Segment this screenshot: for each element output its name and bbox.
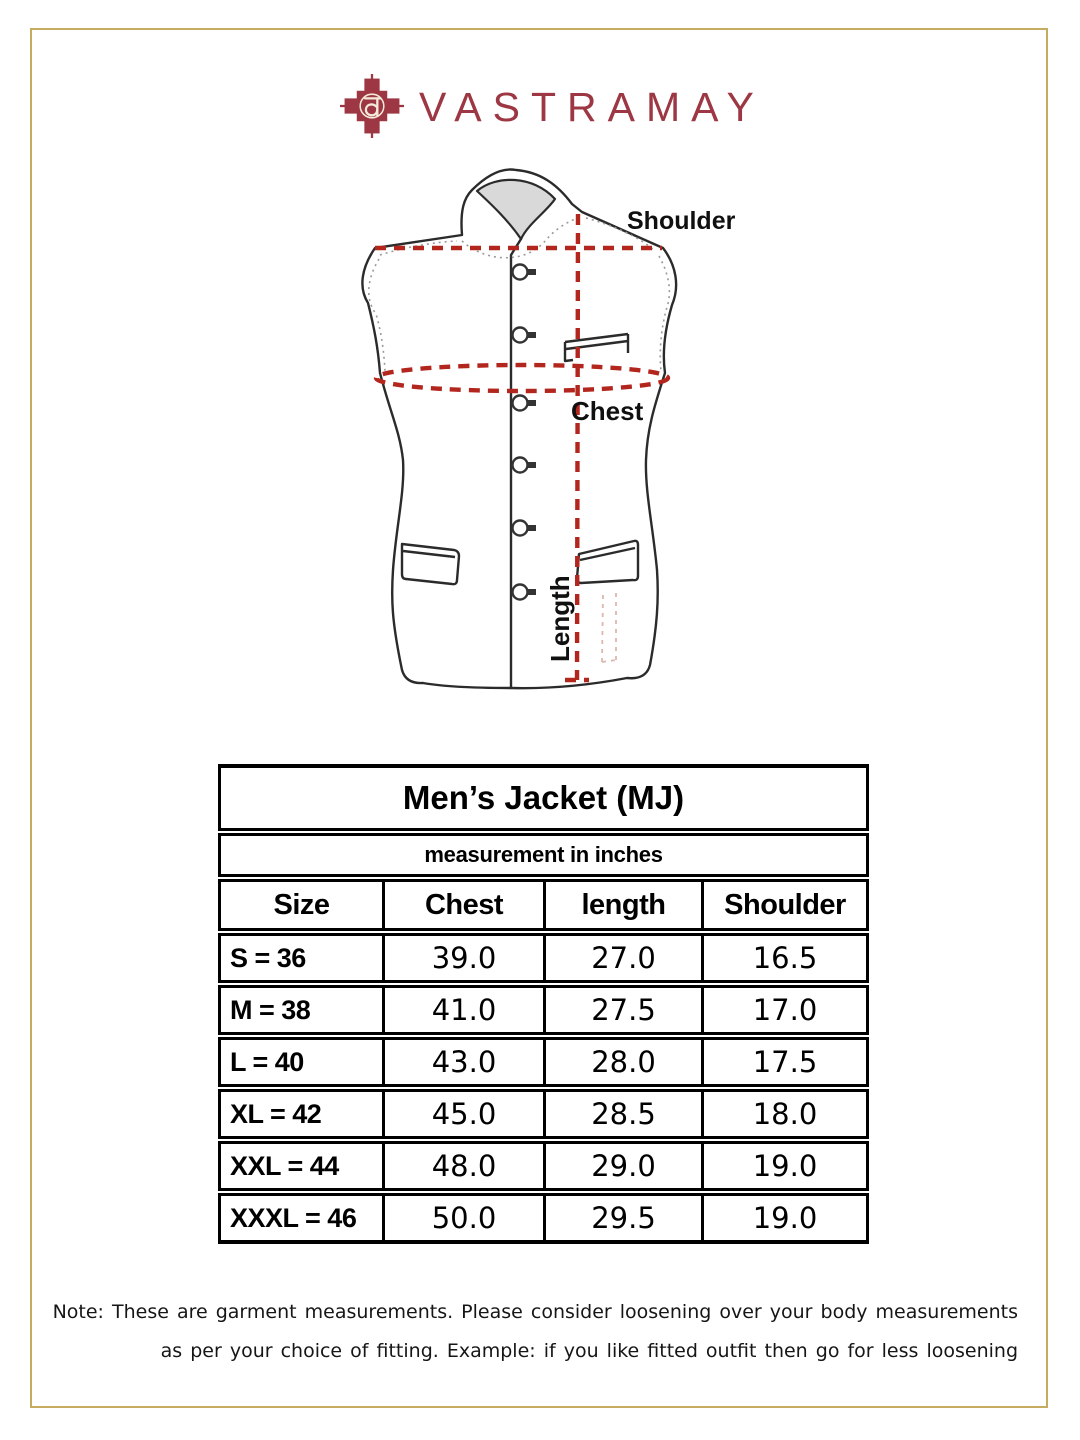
size-cell: M = 38	[220, 984, 384, 1036]
table-subtitle-row	[220, 832, 868, 878]
table-row	[220, 1192, 868, 1242]
table-row	[220, 1088, 868, 1140]
chest-cell: 50.0	[384, 1192, 545, 1242]
table-row	[220, 1140, 868, 1192]
shoulder-cell: 19.0	[703, 1140, 868, 1192]
size-cell: XL = 42	[220, 1088, 384, 1140]
hip-pocket-left	[402, 544, 459, 584]
table-header-row	[220, 878, 868, 932]
chest-cell: 39.0	[384, 932, 545, 984]
size-cell: S = 36	[220, 932, 384, 984]
shoulder-cell: 18.0	[703, 1088, 868, 1140]
chest-cell: 45.0	[384, 1088, 545, 1140]
shoulder-cell: 17.0	[703, 984, 868, 1036]
length-cell: 29.0	[545, 1140, 703, 1192]
length-cell: 29.5	[545, 1192, 703, 1242]
size-cell: XXL = 44	[220, 1140, 384, 1192]
table-title-row	[220, 766, 868, 832]
shoulder-cell: 19.0	[703, 1192, 868, 1242]
note-line-1: Note: These are garment measurements. Please consider loosening over your body measurements	[52, 1301, 1018, 1323]
length-cell: 27.5	[545, 984, 703, 1036]
table-row	[220, 932, 868, 984]
brand-name: VASTRAMAY	[419, 83, 765, 130]
chest-cell: 43.0	[384, 1036, 545, 1088]
column-header-shoulder: Shoulder	[703, 878, 868, 932]
size-cell: L = 40	[220, 1036, 384, 1088]
chest-cell: 41.0	[384, 984, 545, 1036]
shoulder-cell: 17.5	[703, 1036, 868, 1088]
jacket-measurement-diagram	[350, 162, 760, 782]
length-cell: 28.5	[545, 1088, 703, 1140]
length-cell: 27.0	[545, 932, 703, 984]
measurement-note	[40, 1293, 1018, 1371]
note-line-2: as per your choice of fitting. Example: if you like fitted outfit then go for less loosening	[160, 1340, 1018, 1362]
column-header-chest: Chest	[384, 878, 545, 932]
chest-measure-label: Chest	[571, 396, 644, 426]
length-cell: 28.0	[545, 1036, 703, 1088]
column-header-length: length	[545, 878, 703, 932]
size-chart-table	[218, 764, 869, 1244]
table-title: Men’s Jacket (MJ)	[220, 766, 868, 832]
chest-cell: 48.0	[384, 1140, 545, 1192]
column-header-size: Size	[220, 878, 384, 932]
brand-logo-icon	[340, 74, 404, 138]
brand-logo	[340, 74, 765, 138]
shoulder-measure-label: Shoulder	[627, 207, 736, 235]
size-cell: XXXL = 46	[220, 1192, 384, 1242]
table-row	[220, 1036, 868, 1088]
length-measure-label: Length	[545, 575, 575, 662]
table-subtitle: measurement in inches	[220, 832, 868, 878]
shoulder-cell: 16.5	[703, 932, 868, 984]
table-row	[220, 984, 868, 1036]
jacket-line-drawing	[350, 162, 760, 782]
